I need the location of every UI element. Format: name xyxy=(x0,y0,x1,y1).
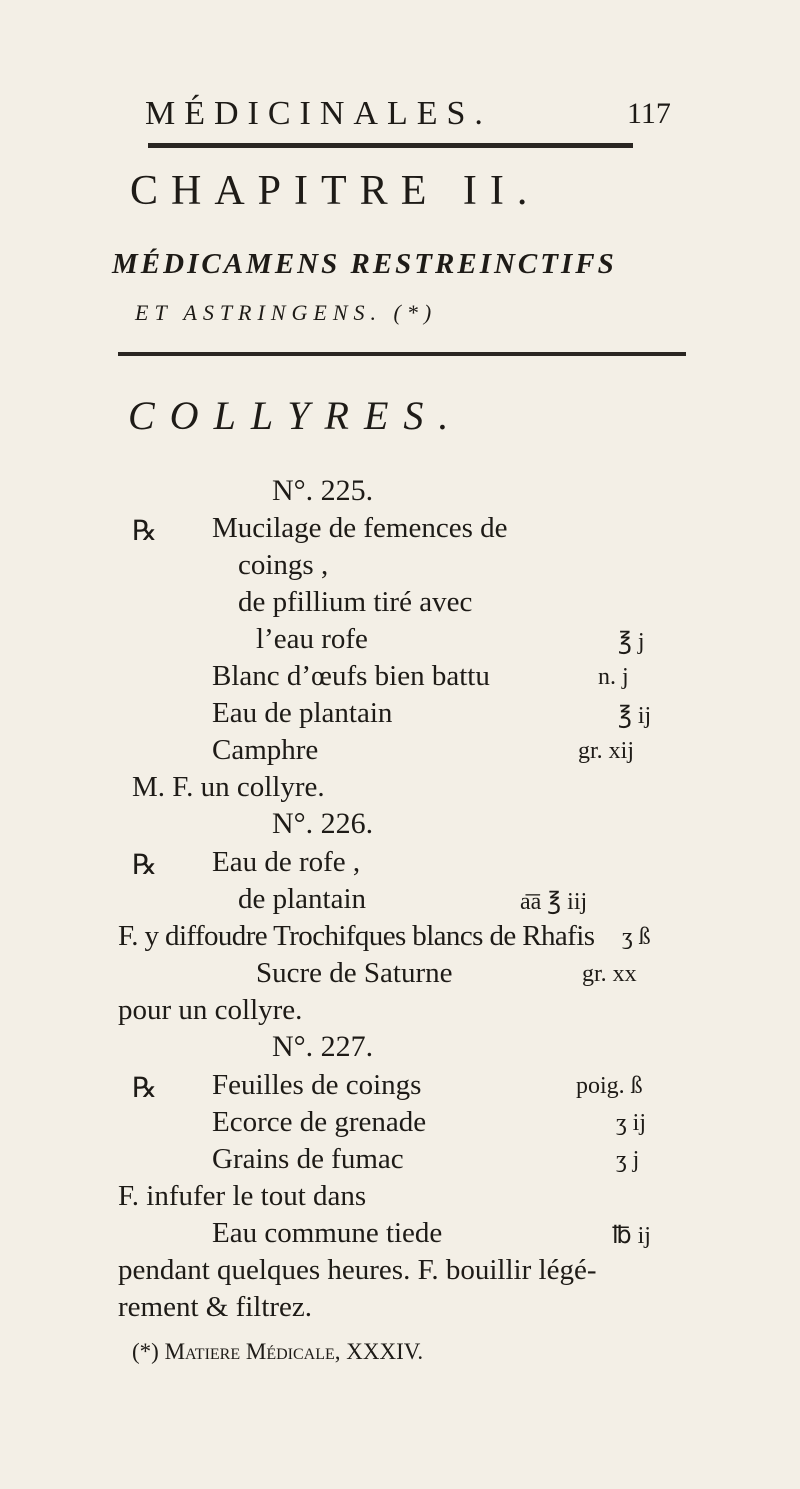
recipe-line: Sucre de Saturne xyxy=(256,957,453,989)
recipe-number: N°. 225. xyxy=(272,474,374,507)
recipe-line: F. y diffoudre Trochifques blancs de Rhafis xyxy=(118,920,595,952)
recipe-instruction: pendant quelques heures. F. bouillir légé- xyxy=(118,1254,597,1286)
recipe-line: coings , xyxy=(238,549,329,581)
section-heading: COLLYRES. xyxy=(128,393,464,438)
recipe-quantity: gr. xx xyxy=(582,961,637,987)
recipe-line: Feuilles de coings xyxy=(212,1069,422,1101)
recipe-quantity: ℥ j xyxy=(618,629,645,655)
chapter-subtitle: MÉDICAMENS RESTREINCTIFS xyxy=(112,248,617,280)
footnote: (*) Matiere Médicale, XXXIV. xyxy=(132,1339,424,1364)
running-title: MÉDICINALES. xyxy=(145,95,492,132)
recipe-instruction: pour un collyre. xyxy=(118,994,303,1026)
recipe-line: Ecorce de grenade xyxy=(212,1106,427,1138)
recipe-quantity: poig. ß xyxy=(576,1073,643,1099)
chapter-title: CHAPITRE II. xyxy=(130,168,541,214)
recipe-symbol: ℞ xyxy=(132,516,158,547)
recipe-quantity: a͞a ℥ iij xyxy=(520,889,588,915)
recipe-number: N°. 227. xyxy=(272,1030,374,1063)
section-rule xyxy=(118,352,686,356)
recipe-line: de plantain xyxy=(238,883,367,915)
recipe-quantity: gr. xij xyxy=(578,738,635,764)
recipe-line: F. infufer le tout dans xyxy=(118,1180,367,1212)
recipe-line: Eau de rofe , xyxy=(212,846,361,878)
recipe-line: Blanc d’œufs bien battu xyxy=(212,660,490,692)
recipe-instruction: rement & filtrez. xyxy=(118,1291,313,1323)
recipe-quantity: ʒ j xyxy=(616,1147,640,1173)
recipe-line: de pfillium tiré avec xyxy=(238,586,473,618)
recipe-symbol: ℞ xyxy=(132,1073,158,1104)
recipe-quantity: n. j xyxy=(598,664,629,690)
top-rule xyxy=(148,143,633,148)
recipe-quantity: ℔ ij xyxy=(612,1223,651,1249)
recipe-line: Camphre xyxy=(212,734,319,766)
recipe-line: Grains de fumac xyxy=(212,1143,404,1175)
recipe-line: Mucilage de femences de xyxy=(212,512,508,544)
recipe-instruction: M. F. un collyre. xyxy=(132,771,325,803)
recipe-quantity: ℥ ij xyxy=(618,703,652,729)
recipe-symbol: ℞ xyxy=(132,850,158,881)
recipe-line: l’eau rofe xyxy=(256,623,368,655)
recipe-line: Eau de plantain xyxy=(212,697,393,729)
recipe-number: N°. 226. xyxy=(272,807,374,840)
chapter-subtitle-2: ET ASTRINGENS. (*) xyxy=(135,300,438,325)
page-number: 117 xyxy=(627,97,671,130)
recipe-line: Eau commune tiede xyxy=(212,1217,443,1249)
recipe-quantity: ʒ ß xyxy=(622,924,651,950)
recipe-quantity: ʒ ij xyxy=(616,1110,646,1136)
